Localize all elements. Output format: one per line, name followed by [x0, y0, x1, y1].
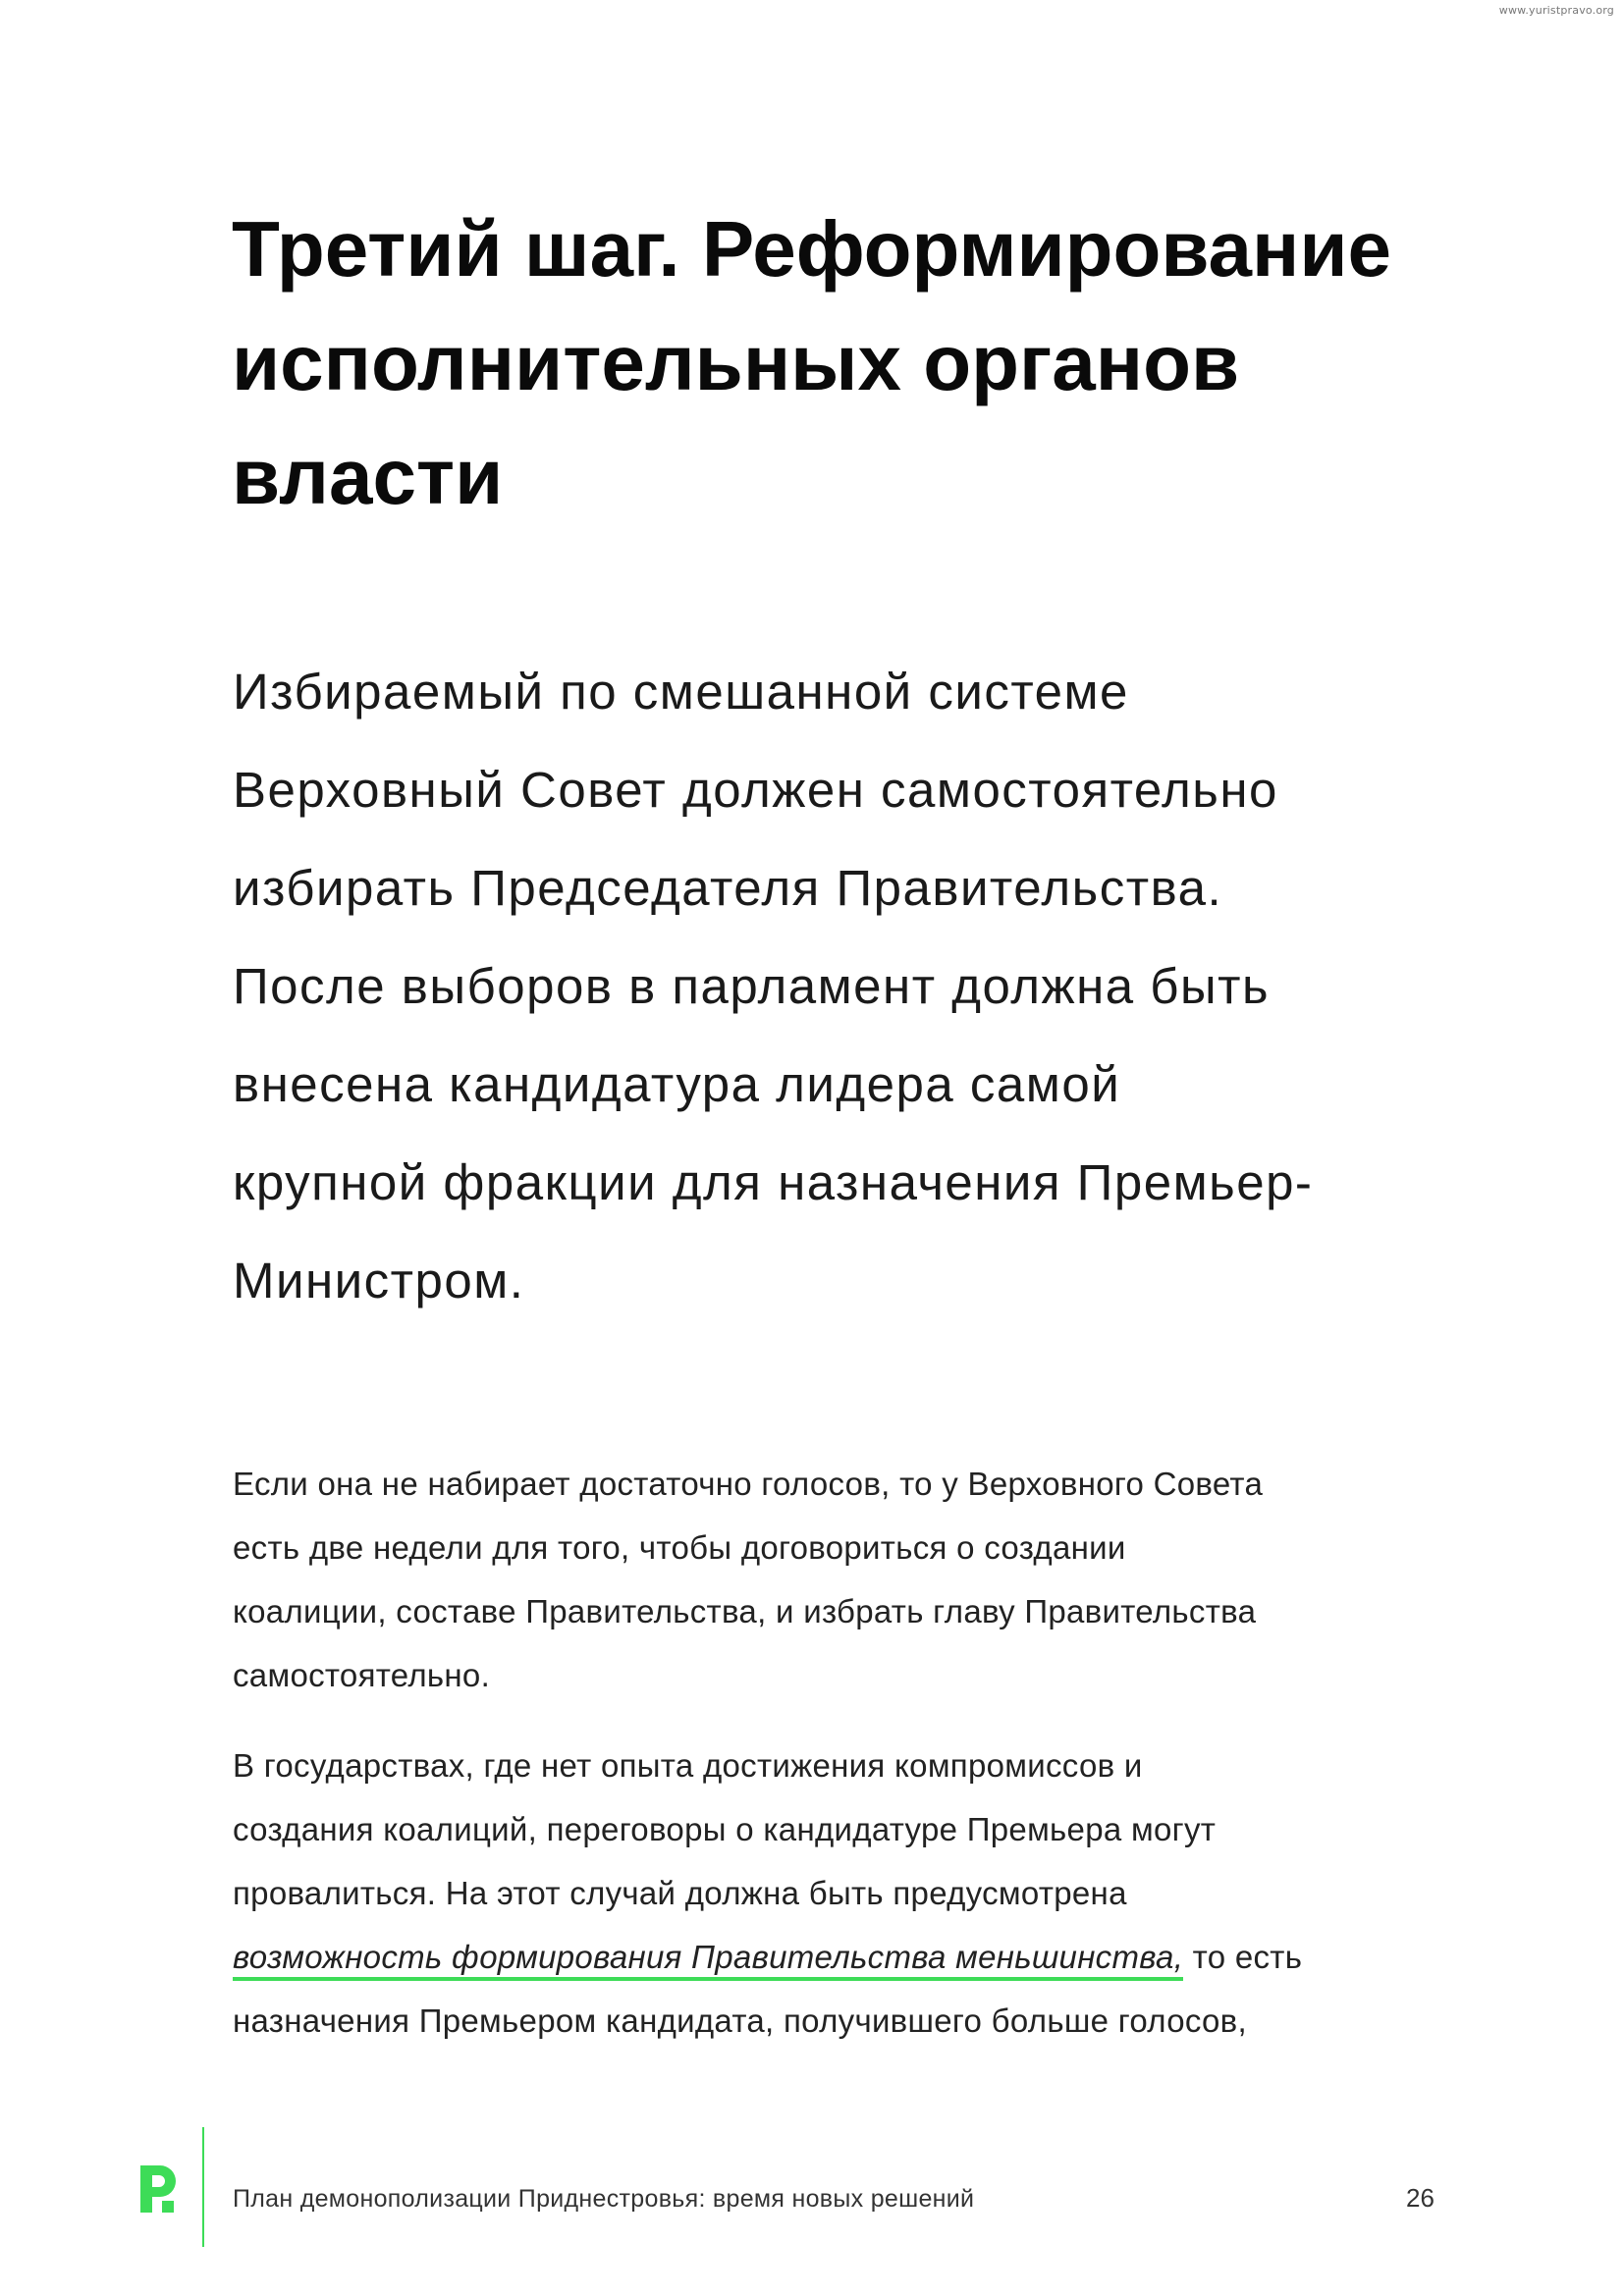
body-paragraph-2: [233, 1734, 1440, 2053]
lead-line: Верховный Совет должен самостоятельно: [233, 762, 1278, 818]
body-line: самостоятельно.: [233, 1657, 491, 1693]
section-heading: [232, 192, 1469, 534]
body-line: назначения Премьером кандидата, получившего больше голосов,: [233, 2002, 1247, 2039]
body-line: коалиции, составе Правительства, и избрать главу Правительства: [233, 1593, 1257, 1629]
party-logo-icon: [140, 2165, 176, 2213]
footer-document-title: План демонополизации Приднестровья: время новых решений: [233, 2185, 975, 2213]
heading-line: исполнительных органов: [232, 319, 1240, 406]
lead-line: внесена кандидатура лидера самой: [233, 1056, 1121, 1112]
body-line: В государствах, где нет опыта достижения компромиссов и: [233, 1747, 1143, 1784]
body-line-rest: то есть: [1183, 1939, 1303, 1975]
body-line: провалиться. На этот случай должна быть предусмотрена: [233, 1875, 1127, 1911]
lead-line: крупной фракции для назначения Премьер-: [233, 1154, 1314, 1210]
watermark: www.yuristpravo.org: [1498, 4, 1614, 17]
lead-line: Министром.: [233, 1253, 525, 1308]
body-line: есть две недели для того, чтобы договориться о создании: [233, 1529, 1126, 1566]
heading-line: власти: [232, 433, 504, 520]
lead-paragraph: [233, 643, 1440, 1330]
lead-line: избирать Председателя Правительства.: [233, 860, 1223, 916]
lead-line: Избираемый по смешанной системе: [233, 664, 1129, 720]
body-line: создания коалиций, переговоры о кандидатуре Премьера могут: [233, 1811, 1217, 1847]
footer-divider: [202, 2127, 204, 2247]
page-number: 26: [1406, 2183, 1435, 2213]
lead-line: После выборов в парламент должна быть: [233, 958, 1271, 1014]
body-line-with-emphasis: [233, 1925, 1440, 1989]
emphasized-phrase: возможность формирования Правительства меньшинства,: [233, 1939, 1183, 1981]
body-line: Если она не набирает достаточно голосов, то у Верховного Совета: [233, 1466, 1264, 1502]
body-paragraph-1: [233, 1452, 1440, 1707]
heading-line: Третий шаг. Реформирование: [232, 205, 1392, 293]
